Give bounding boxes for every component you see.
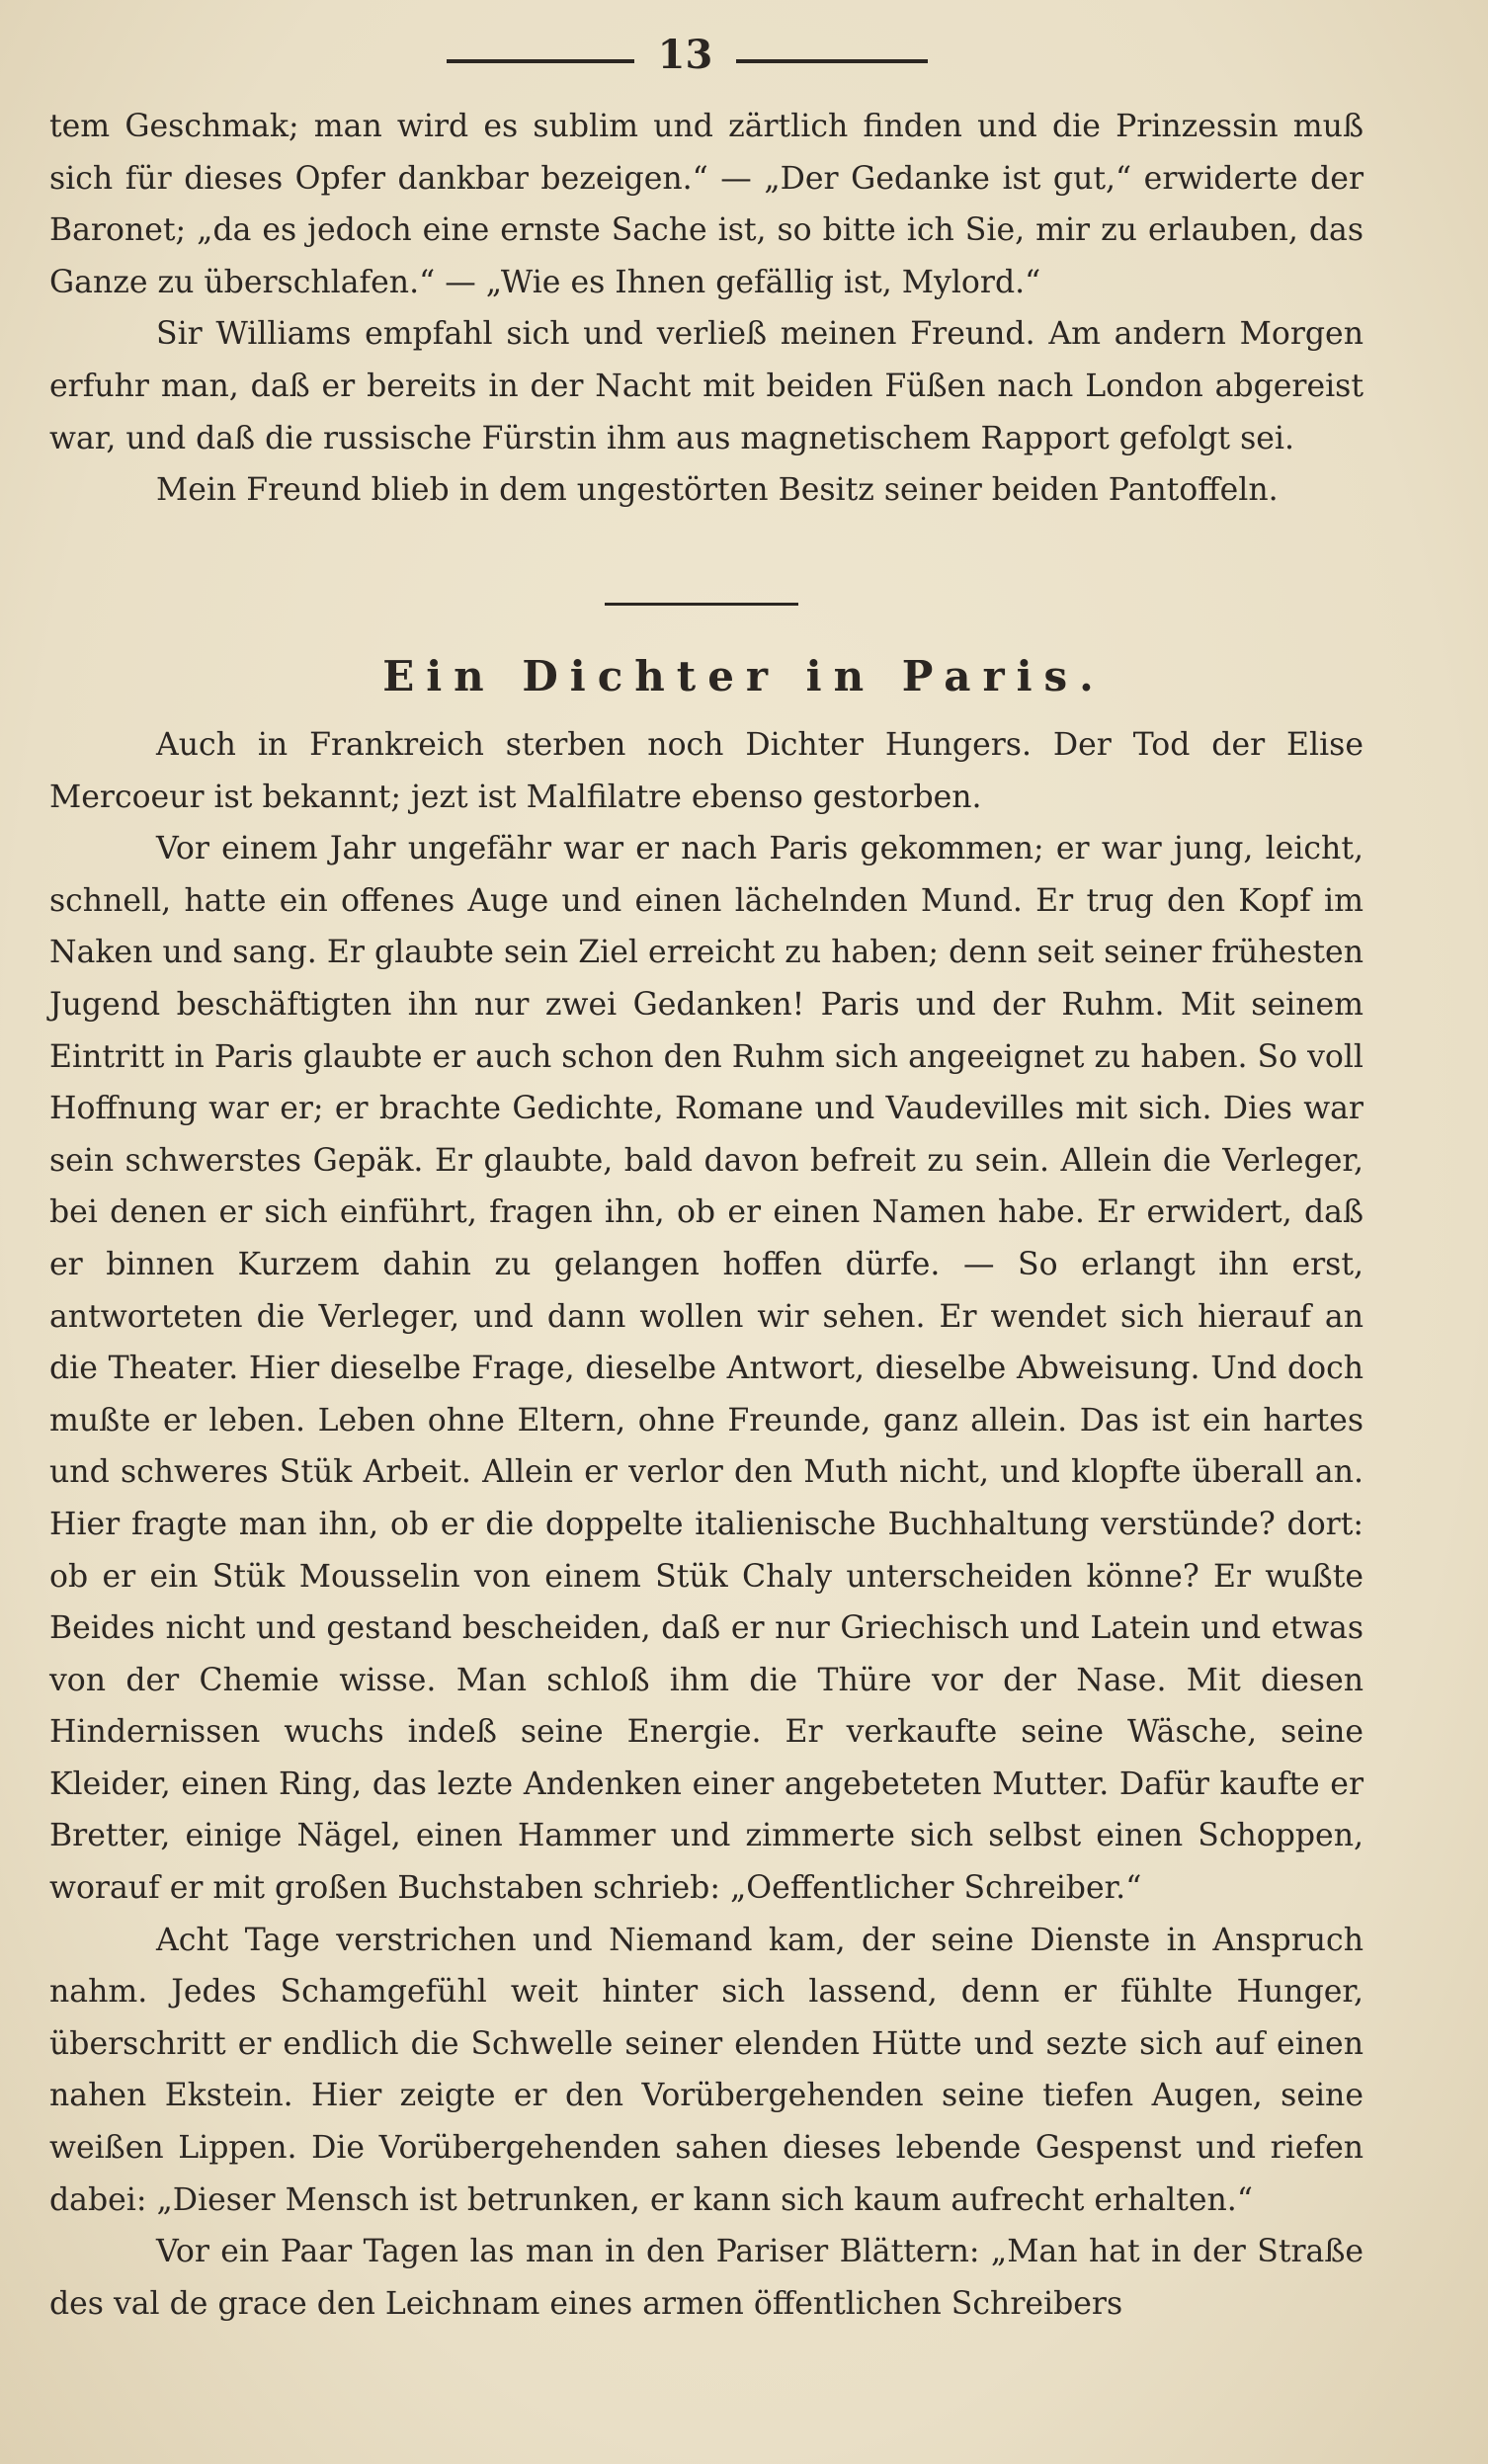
- section-previous-story: [49, 101, 1364, 517]
- header-rule-right: [736, 59, 928, 63]
- page-header: [0, 30, 1488, 89]
- paragraph: Vor einem Jahr ungefähr war er nach Paris gekommen; er war jung, leicht, schnell, hatte ein offenes Auge und einen lächelnden Mund. Er trug den Kopf im Naken und sang. Er glaubte sein Ziel erreicht zu haben; denn seit seiner frühesten Jugend beschäftigten ihn nur zwei Gedanken! Paris und der Ruhm. Mit seinem Eintritt in Paris glaubte er auch schon den Ruhm sich angeeignet zu haben. So voll Hoffnung war er; er brachte Gedichte, Romane und Vaudevilles mit sich. Dies war sein schwerstes Gepäk. Er glaubte, bald davon befreit zu sein. Allein die Verleger, bei denen er sich einführt, fragen ihn, ob er einen Namen habe. Er erwidert, daß er binnen Kurzem dahin zu gelangen hoffen dürfe. — So erlangt ihn erst, antworteten die Verleger, und dann wollen wir sehen. Er wendet sich hierauf an die Theater. Hier dieselbe Frage, dieselbe Antwort, dieselbe Abweisung. Und doch mußte er leben. Leben ohne Eltern, ohne Freunde, ganz allein. Das ist ein hartes und schweres Stük Arbeit. Allein er verlor den Muth nicht, und klopfte überall an. Hier fragte man ihn, ob er die doppelte italienische Buchhaltung verstünde? dort: ob er ein Stük Mousselin von einem Stük Chaly unterscheiden könne? Er wußte Beides nicht und gestand bescheiden, daß er nur Griechisch und Latein und etwas von der Chemie wisse. Man schloß ihm die Thüre vor der Nase. Mit diesen Hindernissen wuchs indeß seine Energie. Er verkaufte seine Wäsche, seine Kleider, einen Ring, das lezte Andenken einer angebeteten Mutter. Dafür kaufte er Bretter, einige Nägel, einen Hammer und zimmerte sich selbst einen Schoppen, worauf er mit großen Buchstaben schrieb: „Oeffentlicher Schreiber.“: [49, 831, 1364, 1907]
- chapter-title: Ein Dichter in Paris.: [382, 652, 1106, 700]
- paragraph: Acht Tage verstrichen und Niemand kam, der seine Dienste in Anspruch nahm. Jedes Schamgefühl weit hinter sich lassend, denn er fühlte Hunger, überschritt er endlich die Schwelle seiner elenden Hütte und sezte sich auf einen nahen Ekstein. Hier zeigte er den Vorübergehenden seine tiefen Augen, seine weißen Lippen. Die Vorübergehenden sahen dieses lebende Gespenst und riefen dabei: „Dieser Mensch ist betrunken, er kann sich kaum aufrecht erhalten.“: [49, 1922, 1364, 2218]
- paragraph: Auch in Frankreich sterben noch Dichter Hungers. Der Tod der Elise Mercoeur ist bekannt; jezt ist Malfilatre ebenso gestorben.: [49, 727, 1364, 815]
- paragraph: Sir Williams empfahl sich und verließ meinen Freund. Am andern Morgen erfuhr man, daß er bereits in der Nacht mit beiden Füßen nach London abgereist war, und daß die russische Fürstin ihm aus magnetischem Rapport gefolgt sei.: [49, 316, 1364, 456]
- page-number: 13: [657, 32, 713, 78]
- paragraph: Mein Freund blieb in dem ungestörten Besitz seiner beiden Pantoffeln.: [156, 472, 1279, 509]
- section-divider: [605, 603, 798, 606]
- chapter-body: [49, 719, 1364, 2330]
- paragraph-continuation: tem Geschmak; man wird es sublim und zärtlich finden und die Prinzessin muß sich für dieses Opfer dankbar bezeigen.“ — „Der Gedanke ist gut,“ erwiderte der Baronet; „da es jedoch eine ernste Sache ist, so bitte ich Sie, mir zu erlauben, das Ganze zu überschlafen.“ — „Wie es Ihnen gefällig ist, Mylord.“: [49, 109, 1364, 300]
- paragraph: Vor ein Paar Tagen las man in den Pariser Blättern: „Man hat in der Straße des val de grace den Leichnam eines armen öffentlichen Schreibers: [49, 2234, 1364, 2322]
- header-rule-left: [447, 59, 634, 63]
